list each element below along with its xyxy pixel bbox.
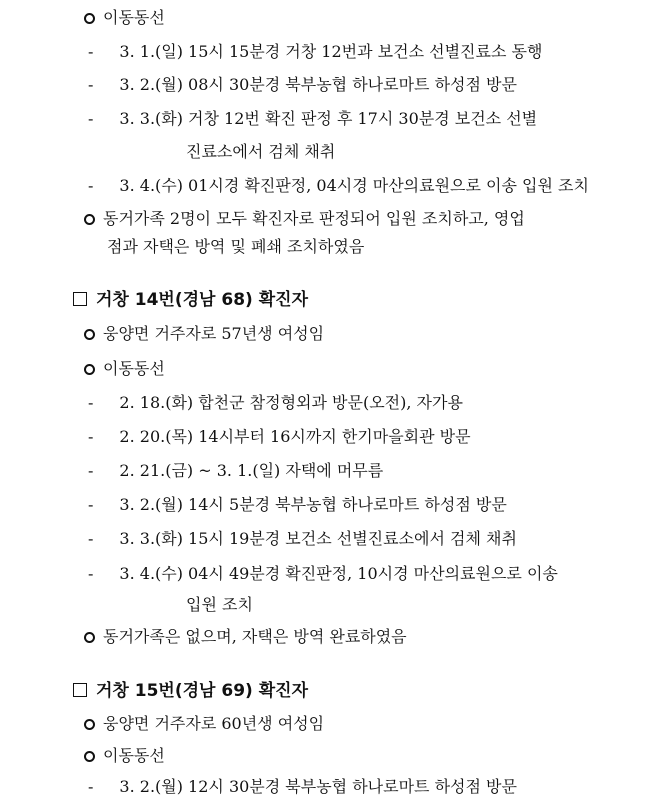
profile-line: 웅양면 거주자로 60년생 여성임 <box>84 713 324 735</box>
movement-item: - 3. 4.(수) 01시경 확진판정, 04시경 마산의료원으로 이송 입원 조치 <box>88 176 589 195</box>
circle-bullet-icon <box>84 719 95 730</box>
family-note: 동거가족 2명이 모두 확진자로 판정되어 입원 조치하고, 영업 <box>84 208 525 230</box>
family-note: 동거가족은 없으며, 자택은 방역 완료하였음 <box>84 626 407 648</box>
circle-bullet-icon <box>84 364 95 375</box>
movement-item-continued: 진료소에서 검체 채취 <box>186 142 336 161</box>
movement-item: - 2. 20.(목) 14시부터 16시까지 한기마을회관 방문 <box>88 427 471 446</box>
bullet-movement-label: 이동동선 <box>84 358 165 380</box>
circle-bullet-icon <box>84 329 95 340</box>
movement-item: - 3. 1.(일) 15시 15분경 거창 12번과 보건소 선별진료소 동행 <box>88 42 543 61</box>
bullet-movement-label: 이동동선 <box>84 745 165 767</box>
square-bullet-icon <box>73 292 87 306</box>
movement-item: - 2. 18.(화) 합천군 참정형외과 방문(오전), 자가용 <box>88 393 463 412</box>
circle-bullet-icon <box>84 632 95 643</box>
movement-item-continued: 입원 조치 <box>186 595 253 614</box>
circle-bullet-icon <box>84 13 95 24</box>
movement-item: - 2. 21.(금) ~ 3. 1.(일) 자택에 머무름 <box>88 461 384 480</box>
movement-item: - 3. 2.(월) 12시 30분경 북부농협 하나로마트 하성점 방문 <box>88 777 517 796</box>
section-heading-14: 거창 14번(경남 68) 확진자 <box>73 289 308 311</box>
movement-item: - 3. 2.(월) 08시 30분경 북부농협 하나로마트 하성점 방문 <box>88 75 517 94</box>
movement-item: - 3. 3.(화) 15시 19분경 보건소 선별진료소에서 검체 채취 <box>88 529 517 548</box>
bullet-movement-label: 이동동선 <box>84 7 165 29</box>
square-bullet-icon <box>73 683 87 697</box>
family-note-continued: 점과 자택은 방역 및 폐쇄 조치하였음 <box>107 237 365 256</box>
movement-item: - 3. 3.(화) 거창 12번 확진 판정 후 17시 30분경 보건소 선별 <box>88 109 538 128</box>
circle-bullet-icon <box>84 751 95 762</box>
section-heading-15: 거창 15번(경남 69) 확진자 <box>73 680 308 702</box>
movement-item: - 3. 2.(월) 14시 5분경 북부농협 하나로마트 하성점 방문 <box>88 495 507 514</box>
profile-line: 웅양면 거주자로 57년생 여성임 <box>84 323 324 345</box>
circle-bullet-icon <box>84 214 95 225</box>
movement-item: - 3. 4.(수) 04시 49분경 확진판정, 10시경 마산의료원으로 이송 <box>88 564 558 583</box>
